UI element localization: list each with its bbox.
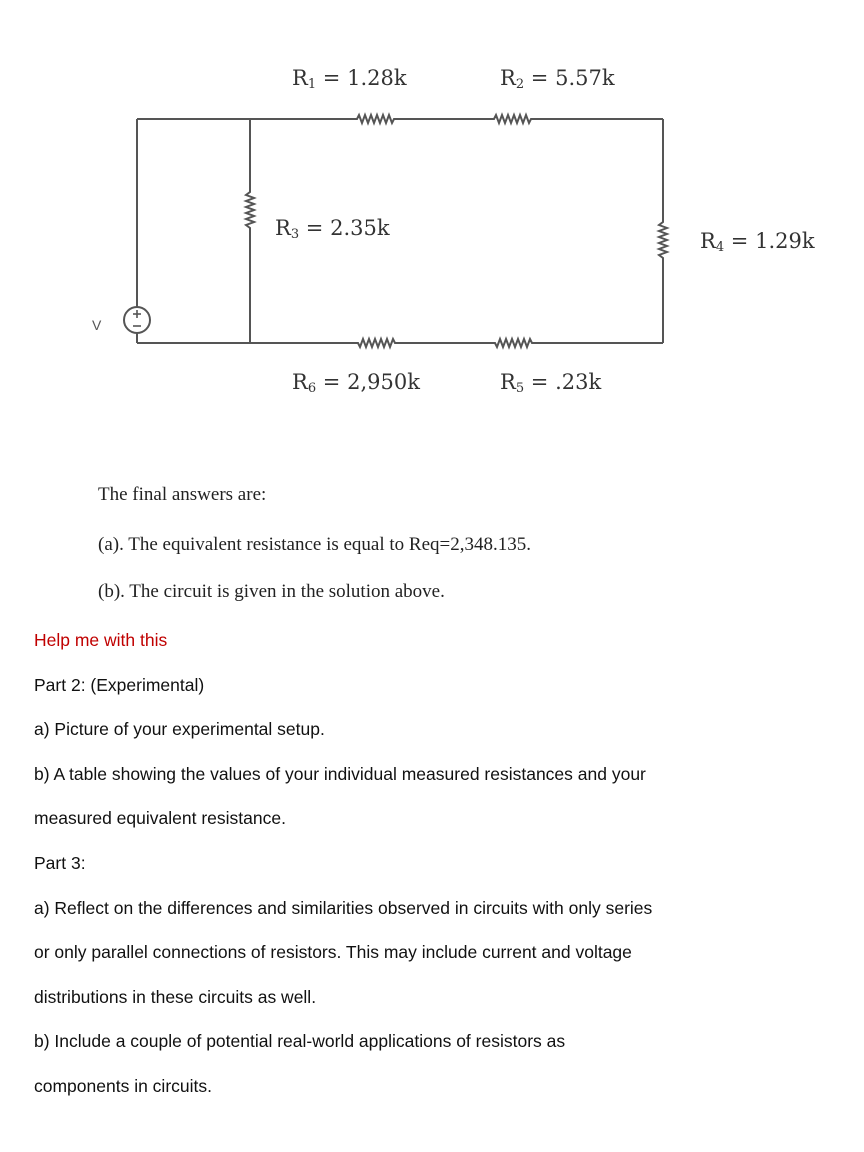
r6-label: $R_6 = 2,950k$ xyxy=(292,370,420,396)
circuit-diagram xyxy=(0,0,864,440)
part2-item-b-line2: measured equivalent resistance. xyxy=(34,808,286,828)
part2-item-b-line1: b) A table showing the values of your individual measured resistances and your xyxy=(34,764,646,784)
part2-item-a: a) Picture of your experimental setup. xyxy=(34,719,325,739)
r1-label: $R_1 = 1.28k$ xyxy=(292,66,407,92)
part3-item-b-line2: components in circuits. xyxy=(34,1076,212,1096)
r4-label: $R_4 = 1.29k$ xyxy=(700,229,815,255)
bottom-wire xyxy=(137,339,663,347)
part2-title: Part 2: (Experimental) xyxy=(34,675,205,695)
answer-a: (a). The equivalent resistance is equal to Req=2,348.135. xyxy=(98,534,531,555)
part3-item-b-line1: b) Include a couple of potential real-world applications of resistors as xyxy=(34,1031,566,1051)
part3-item-a-line2: or only parallel connections of resistors. This may include current and voltage xyxy=(34,942,632,962)
part3-item-a-line1: a) Reflect on the differences and similarities observed in circuits with only series xyxy=(34,898,653,918)
middle-branch xyxy=(246,119,254,343)
circuit-wires xyxy=(0,0,864,440)
right-wire xyxy=(659,119,667,343)
part3-item-a-line3: distributions in these circuits as well. xyxy=(34,987,317,1007)
part3-title: Part 3: xyxy=(34,853,86,873)
top-wire xyxy=(137,115,663,123)
answer-b: (b). The circuit is given in the solution above. xyxy=(98,581,445,602)
answers-intro: The final answers are: xyxy=(98,484,267,505)
help-request: Help me with this xyxy=(34,630,168,650)
r3-label: $R_3 = 2.35k$ xyxy=(275,216,390,242)
voltage-label: V xyxy=(92,317,102,333)
r2-label: $R_2 = 5.57k$ xyxy=(500,66,615,92)
r5-label: $R_5 = .23k$ xyxy=(500,370,602,396)
